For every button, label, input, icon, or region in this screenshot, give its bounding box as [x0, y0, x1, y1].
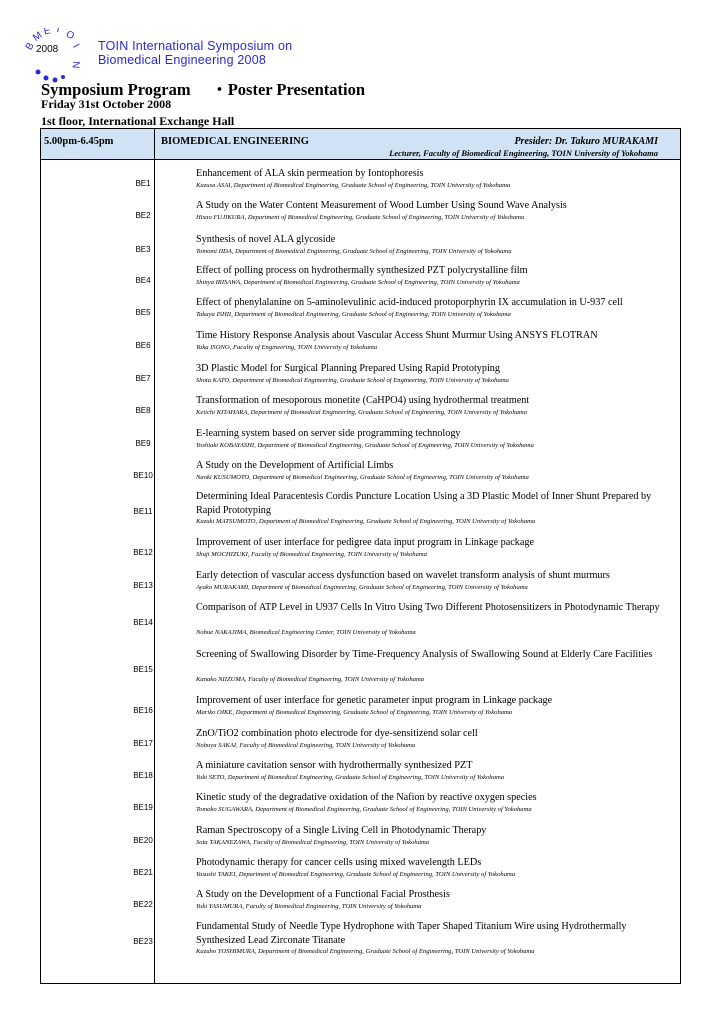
- poster-title: Enhancement of ALA skin permeation by Iontophoresis: [196, 168, 424, 179]
- poster-code: BE21: [133, 868, 153, 877]
- poster-code: BE10: [133, 471, 153, 480]
- poster-title: A Study on the Water Content Measurement of Wood Lumber Using Sound Wave Analysis: [196, 200, 567, 211]
- poster-authors: Shuji MOCHIZUKI, Faculty of Biomedical Engineering, TOIN University of Yokohama: [196, 550, 427, 558]
- poster-title: Raman Spectroscopy of a Single Living Cell in Photodynamic Therapy: [196, 825, 487, 836]
- poster-title: Transformation of mesoporous monetite (CaHPO4) using hydrothermal treatment: [196, 395, 530, 406]
- poster-title: 3D Plastic Model for Surgical Planning Prepared Using Rapid Prototyping: [196, 363, 500, 374]
- poster-title: E-learning system based on server side programming technology: [196, 428, 461, 439]
- poster-authors: Nobue NAKAJIMA, Biomedical Engineering Center, TOIN University of Yokohama: [196, 629, 416, 637]
- poster-code: BE3: [135, 245, 151, 254]
- logo-dot-1: [36, 70, 41, 75]
- poster-title: Early detection of vascular access dysfunction based on wavelet transform analysis of shunt murmurs: [196, 570, 610, 581]
- session-header: [41, 129, 680, 160]
- poster-authors: Kanako NIIZUMA, Faculty of Biomedical Engineering, TOIN University of Yokohama: [196, 676, 425, 684]
- poster-title: Improvement of user interface for pedigree data input program in Linkage package: [196, 537, 535, 548]
- poster-title: Photodynamic therapy for cancer cells using mixed wavelength LEDs: [196, 857, 482, 868]
- poster-authors: Tomoko SUGAWARA, Department of Biomedical Engineering, Graduate School of Engineering, TOIN University of Yokohama: [196, 805, 532, 813]
- poster-title: Fundamental Study of Needle Type Hydrophone with Taper Shaped Titanium Wire using Hydrothermally Synthesized Lead Zirconate Titanate: [196, 921, 627, 946]
- page-title: Symposium Program ・Poster Presentation: [41, 80, 366, 99]
- poster-authors: Yuka ISONO, Faculty of Engineering, TOIN University of Yokohama: [196, 343, 378, 351]
- logo-letter-n: N: [69, 60, 82, 69]
- poster-title: Time History Response Analysis about Vascular Access Shunt Murmur Using ANSYS FLOTRAN: [196, 330, 598, 341]
- poster-code: BE16: [133, 706, 153, 715]
- poster-authors: Yuki YASUMURA, Faculty of Biomedical Engineering, TOIN University of Yokohama: [196, 902, 422, 910]
- poster-code: BE13: [133, 581, 153, 590]
- poster-code: BE7: [135, 374, 151, 383]
- poster-code: BE20: [133, 836, 153, 845]
- logo-letter-e: E: [42, 28, 52, 38]
- poster-title: A Study on the Development of Artificial Limbs: [196, 460, 394, 471]
- poster-title: Effect of phenylalanine on 5-aminolevulinic acid-induced protoporphyrin IX accumulation in U-937 cell: [196, 297, 623, 308]
- poster-title: Screening of Swallowing Disorder by Time-Frequency Analysis of Swallowing Sound at Elderly Care Facilities: [196, 649, 653, 660]
- poster-authors: Sota TAKANEZAWA, Faculty of Biomedical Engineering, TOIN University of Yokohama: [196, 838, 430, 846]
- program-venue: 1st floor, International Exchange Hall: [41, 114, 235, 128]
- poster-code: BE15: [133, 665, 153, 674]
- poster-authors: Shota KATO, Department of Biomedical Engineering, Graduate School of Engineering, TOIN University of Yokohama: [196, 376, 509, 384]
- poster-title: Effect of polling process on hydrothermally synthesized PZT polycrystalline film: [196, 265, 528, 276]
- poster-title: Kinetic study of the degradative oxidation of the Nafion by reactive oxygen species: [196, 792, 537, 803]
- poster-title: A miniature cavitation sensor with hydrothermally synthesized PZT: [196, 760, 473, 771]
- org-line-2: Biomedical Engineering 2008: [98, 53, 267, 67]
- logo-letter-m: M: [31, 30, 45, 44]
- poster-code: BE22: [133, 900, 153, 909]
- poster-authors: Kazusa ASAI, Department of Biomedical Engineering, Graduate School of Engineering, TOIN University of Yokohama: [196, 181, 511, 189]
- logo-letter-i: I: [70, 42, 82, 51]
- poster-authors: Takuya ISHII, Department of Biomedical Engineering, Graduate School of Engineering, TOIN University of Yokohama: [196, 310, 511, 318]
- logo-letter-t: T: [54, 28, 63, 36]
- poster-code: BE5: [135, 308, 151, 317]
- program-table: [40, 128, 681, 984]
- logo-letter-b: B: [23, 40, 37, 53]
- organization-name: [98, 39, 292, 67]
- poster-code: BE4: [135, 276, 151, 285]
- poster-authors: Naoki KUSUMOTO, Department of Biomedical Engineering, Graduate School of Engineering, TOIN University of Yokohama: [196, 473, 529, 481]
- poster-authors: Mariko OIKE, Department of Biomedical Engineering, Graduate School of Engineering, TOIN University of Yokohama: [196, 708, 513, 716]
- poster-code: BE12: [133, 548, 153, 557]
- poster-code: BE14: [133, 618, 153, 627]
- poster-authors: Yuki SETO, Department of Biomedical Engineering, Graduate School of Engineering, TOIN University of Yokohama: [196, 773, 505, 781]
- program-date: Friday 31st October 2008: [41, 97, 172, 111]
- poster-code: BE8: [135, 406, 151, 415]
- poster-title: Synthesis of novel ALA glycoside: [196, 234, 336, 245]
- poster-code: BE11: [133, 507, 153, 516]
- poster-code: BE1: [135, 179, 151, 188]
- poster-authors: Keiichi KITAHARA, Department of Biomedical Engineering, Graduate School of Engineering, TOIN University of Yokohama: [196, 408, 527, 416]
- poster-authors: Nobuya SAKAI, Faculty of Biomedical Engineering, TOIN University of Yokohama: [196, 741, 416, 749]
- poster-authors: Shinya IRISAWA, Department of Biomedical Engineering, Graduate School of Engineering, TOIN University of Yokohama: [196, 278, 520, 286]
- poster-authors: Hisao FUJIKURA, Department of Biomedical Engineering, Graduate School of Engineering, TOIN University of Yokohama: [196, 213, 525, 221]
- poster-code: BE2: [135, 211, 151, 220]
- poster-authors: Kazuki MATSUMOTO, Department of Biomedical Engineering, Graduate School of Engineering, TOIN University of Yokohama: [196, 518, 536, 526]
- session-presider: Presider: Dr. Takuro MURAKAMI: [514, 136, 658, 147]
- poster-authors: Yoshiaki KOBAYASHI, Department of Biomedical Engineering, Graduate School of Engineering, TOIN University of Yokohama: [196, 441, 534, 449]
- poster-code: BE6: [135, 341, 151, 350]
- poster-code: BE18: [133, 771, 153, 780]
- poster-authors: Yasushi TAKEI, Department of Biomedical Engineering, Graduate School of Engineering, TOIN University of Yokohama: [196, 870, 516, 878]
- org-line-1: TOIN International Symposium on: [98, 39, 293, 53]
- poster-code: BE9: [135, 439, 151, 448]
- poster-code: BE17: [133, 739, 153, 748]
- session-name: BIOMEDICAL ENGINEERING: [161, 136, 309, 147]
- poster-code: BE19: [133, 803, 153, 812]
- poster-title: Improvement of user interface for genetic parameter input program in Linkage package: [196, 695, 553, 706]
- poster-title: A Study on the Development of a Functional Facial Prosthesis: [196, 889, 450, 900]
- logo-year: 2008: [36, 44, 59, 55]
- logo-letter-o: O: [63, 28, 77, 43]
- poster-title: ZnO/TiO2 combination photo electrode for dye-sensitizend solar cell: [196, 728, 478, 739]
- poster-authors: Ayako MURAKAMI, Department of Biomedical Engineering, Graduate School of Engineering, TOIN University of Yokohama: [196, 583, 528, 591]
- poster-title: Determining Ideal Paracentesis Cordis Puncture Location Using a 3D Plastic Model of Inner Shunt Prepared by Rapid Prototyping: [196, 491, 652, 516]
- session-time: 5.00pm-6.45pm: [44, 136, 114, 147]
- poster-code: BE23: [133, 937, 153, 946]
- presider-affiliation: Lecturer, Faculty of Biomedical Engineering, TOIN University of Yokohama: [389, 148, 658, 158]
- poster-title: Comparison of ATP Level in U937 Cells In Vitro Using Two Different Photosensitizers in Photodynamic Therapy: [196, 602, 660, 613]
- poster-authors: Tomomi IIDA, Department of Biomedical Engineering, Graduate School of Engineering, TOIN University of Yokohama: [196, 247, 512, 255]
- poster-authors: Kazuho YOSHIMURA, Department of Biomedical Engineering, Graduate School of Engineering, TOIN University of Yokohama: [196, 948, 535, 956]
